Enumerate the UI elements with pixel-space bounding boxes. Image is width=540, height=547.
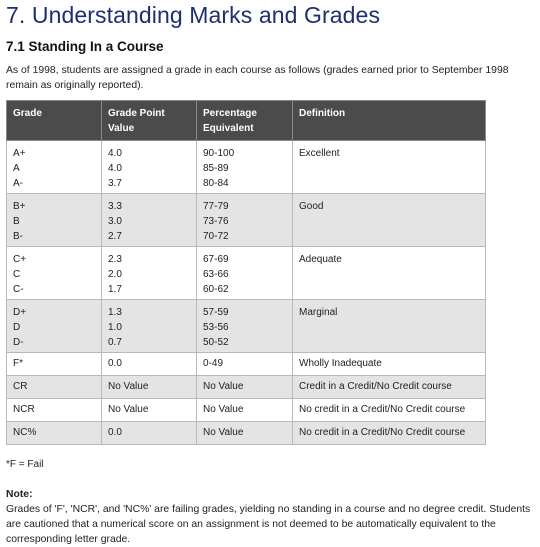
percentage-cell-line: 0-49 <box>203 358 224 369</box>
table-row <box>7 399 486 422</box>
definition-cell: Credit in a Credit/No Credit course <box>293 376 486 399</box>
percentage-cell-line: 73-76 <box>203 216 229 227</box>
grade-cell-line: D- <box>13 337 24 348</box>
percentage-cell-line: 90-100 <box>203 148 235 159</box>
grade-cell-line: B <box>13 216 20 227</box>
table-row <box>7 376 486 399</box>
grade-point-cell <box>102 300 197 353</box>
grade-point-cell <box>102 376 197 399</box>
grade-cell <box>7 300 102 353</box>
percentage-cell <box>197 376 293 399</box>
grade-cell-line: A+ <box>13 148 26 159</box>
grade-point-cell-line: 2.3 <box>108 254 122 265</box>
grade-cell <box>7 353 102 376</box>
percentage-cell <box>197 353 293 376</box>
grade-cell-line: CR <box>13 381 28 392</box>
grade-point-cell-line: 2.7 <box>108 231 122 242</box>
grade-cell-line: C- <box>13 284 24 295</box>
grade-point-cell-line: 4.0 <box>108 148 122 159</box>
table-row <box>7 300 486 353</box>
percentage-cell-line: 70-72 <box>203 231 229 242</box>
grade-cell-line: D+ <box>13 307 27 318</box>
percentage-cell-line: No Value <box>203 404 244 415</box>
percentage-cell <box>197 247 293 300</box>
grade-point-cell-line: 3.0 <box>108 216 122 227</box>
grades-table <box>6 100 486 445</box>
percentage-cell-line: 60-62 <box>203 284 229 295</box>
percentage-cell-line: 57-59 <box>203 307 229 318</box>
grade-point-cell-line: No Value <box>108 381 149 392</box>
header-grade: Grade <box>7 101 102 141</box>
grade-point-cell <box>102 422 197 445</box>
grade-cell-line: NCR <box>13 404 35 415</box>
grade-point-cell <box>102 353 197 376</box>
grade-cell-line: A <box>13 163 20 174</box>
percentage-cell-line: 77-79 <box>203 201 229 212</box>
table-row <box>7 353 486 376</box>
definition-cell: Marginal <box>293 300 486 353</box>
grade-cell <box>7 422 102 445</box>
grade-point-cell-line: 1.7 <box>108 284 122 295</box>
definition-cell: Good <box>293 194 486 247</box>
grade-cell-line: B- <box>13 231 23 242</box>
percentage-cell-line: 63-66 <box>203 269 229 280</box>
grade-cell-line: F* <box>13 358 23 369</box>
percentage-cell-line: No Value <box>203 427 244 438</box>
grade-point-cell-line: 0.0 <box>108 427 122 438</box>
grade-cell-line: B+ <box>13 201 26 212</box>
grade-cell-line: A- <box>13 178 23 189</box>
table-row <box>7 141 486 194</box>
table-row <box>7 422 486 445</box>
footnote: *F = Fail <box>6 459 44 470</box>
grade-point-cell <box>102 247 197 300</box>
table-header-row <box>7 101 486 141</box>
note-text: Grades of 'F', 'NCR', and 'NC%' are failing grades, yielding no standing in a course and no degree credit. Students are cautioned that a numerical score on an assignment is not deemed to be automatically equivalent to the corresponding letter grade. <box>6 504 531 545</box>
definition-cell: Excellent <box>293 141 486 194</box>
definition-cell: Adequate <box>293 247 486 300</box>
section-heading: 7.1 Standing In a Course <box>6 39 164 54</box>
percentage-cell <box>197 141 293 194</box>
intro-paragraph: As of 1998, students are assigned a grade in each course as follows (grades earned prior to September 1998 remain as originally reported). <box>6 65 509 91</box>
grade-point-cell <box>102 399 197 422</box>
definition-cell: No credit in a Credit/No Credit course <box>293 422 486 445</box>
grade-cell-line: C <box>13 269 21 280</box>
percentage-cell <box>197 422 293 445</box>
grade-point-cell <box>102 194 197 247</box>
grade-cell-line: D <box>13 322 21 333</box>
grade-cell <box>7 141 102 194</box>
grade-cell <box>7 376 102 399</box>
grade-point-cell-line: 3.7 <box>108 178 122 189</box>
grade-point-cell-line: 3.3 <box>108 201 122 212</box>
grade-cell <box>7 194 102 247</box>
grade-cell <box>7 247 102 300</box>
percentage-cell-line: 85-89 <box>203 163 229 174</box>
grade-point-cell-line: 2.0 <box>108 269 122 280</box>
definition-cell: No credit in a Credit/No Credit course <box>293 399 486 422</box>
note-label: Note: <box>6 489 33 500</box>
percentage-cell <box>197 300 293 353</box>
percentage-cell-line: 80-84 <box>203 178 229 189</box>
page-title: 7. Understanding Marks and Grades <box>6 2 381 28</box>
table-row <box>7 194 486 247</box>
grade-point-cell-line: No Value <box>108 404 149 415</box>
grade-cell <box>7 399 102 422</box>
grade-point-cell-line: 1.3 <box>108 307 122 318</box>
percentage-cell-line: 50-52 <box>203 337 229 348</box>
table-body <box>7 141 486 445</box>
header-percentage-equivalent: Percentage Equivalent <box>197 101 293 141</box>
grade-cell-line: NC% <box>13 427 37 438</box>
percentage-cell <box>197 399 293 422</box>
grade-cell-line: C+ <box>13 254 27 265</box>
percentage-cell-line: No Value <box>203 381 244 392</box>
percentage-cell-line: 53-56 <box>203 322 229 333</box>
table-row <box>7 247 486 300</box>
header-grade-point-value: Grade Point Value <box>102 101 197 141</box>
percentage-cell-line: 67-69 <box>203 254 229 265</box>
grade-point-cell-line: 1.0 <box>108 322 122 333</box>
grade-point-cell-line: 0.0 <box>108 358 122 369</box>
grade-point-cell <box>102 141 197 194</box>
percentage-cell <box>197 194 293 247</box>
grade-point-cell-line: 4.0 <box>108 163 122 174</box>
grade-point-cell-line: 0.7 <box>108 337 122 348</box>
definition-cell: Wholly Inadequate <box>293 353 486 376</box>
header-definition: Definition <box>293 101 486 141</box>
